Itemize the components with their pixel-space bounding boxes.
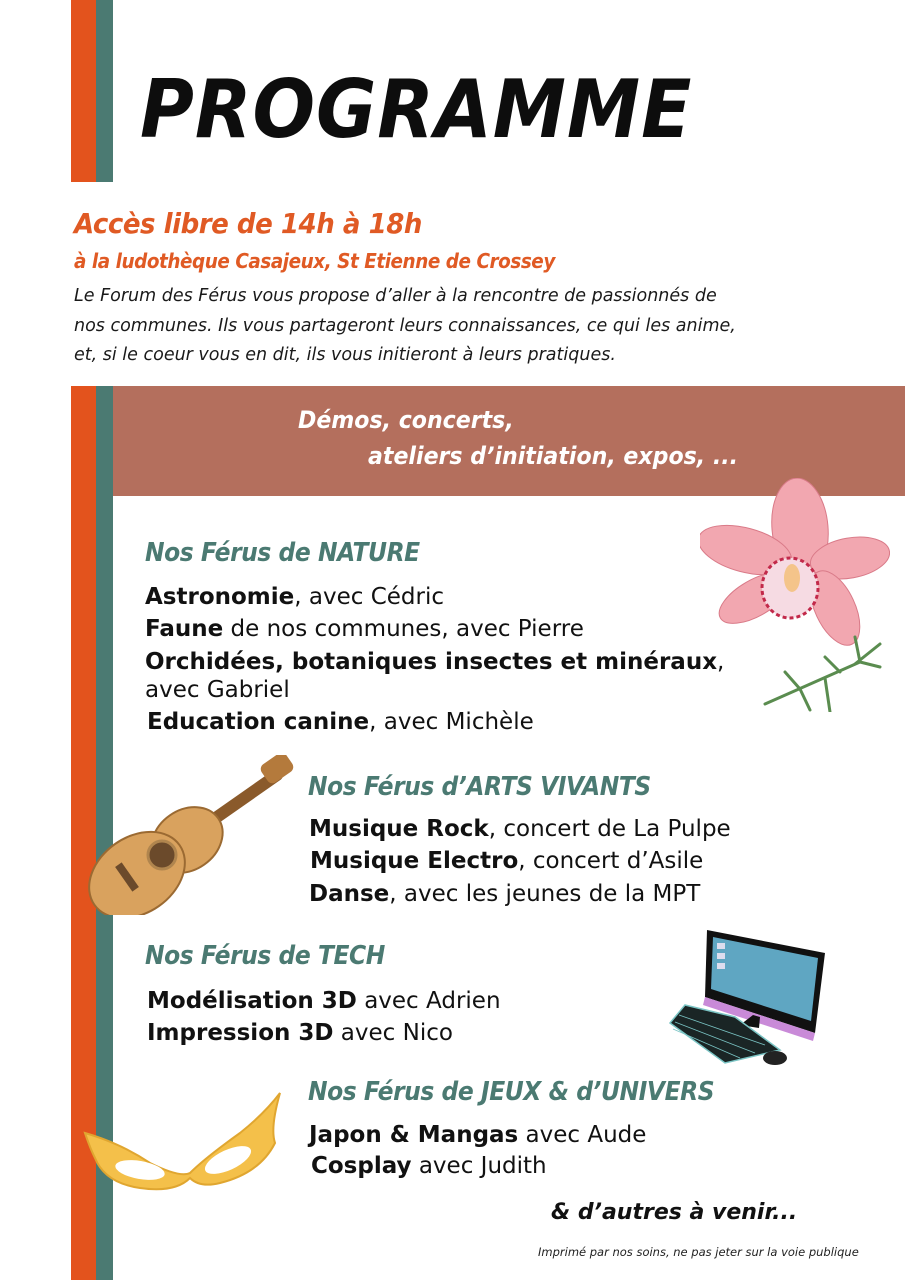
list-item: Danse, avec les jeunes de la MPT xyxy=(309,881,701,907)
teal-stripe-top xyxy=(96,0,113,182)
list-item: Education canine, avec Michèle xyxy=(147,709,534,735)
section-heading-arts-vivants: Nos Férus d’ARTS VIVANTS xyxy=(308,772,651,802)
section-heading-nature: Nos Férus de NATURE xyxy=(145,538,420,568)
list-item: Astronomie, avec Cédric xyxy=(145,584,445,610)
more-to-come: & d’autres à venir... xyxy=(551,1200,798,1225)
intro-line: et, si le coeur vous en dit, ils vous initieront à leurs pratiques. xyxy=(74,345,616,365)
access-location: à la ludothèque Casajeux, St Etienne de Crossey xyxy=(74,249,555,273)
list-item: Modélisation 3D avec Adrien xyxy=(147,988,501,1014)
list-item: Faune de nos communes, avec Pierre xyxy=(145,616,584,642)
section-heading-tech: Nos Férus de TECH xyxy=(145,941,385,971)
list-item: Impression 3D avec Nico xyxy=(147,1020,453,1046)
banner-line-1: Démos, concerts, xyxy=(298,406,514,434)
section-heading-jeux-univers: Nos Férus de JEUX & d’UNIVERS xyxy=(308,1077,715,1107)
list-item-continuation: avec Gabriel xyxy=(145,677,290,703)
stick-insect-icon xyxy=(760,632,885,712)
print-notice: Imprimé par nos soins, ne pas jeter sur la voie publique xyxy=(538,1245,859,1259)
guitar-icon xyxy=(82,755,297,915)
computer-icon xyxy=(665,925,835,1070)
access-hours-heading: Accès libre de 14h à 18h xyxy=(74,207,422,240)
list-item: Orchidées, botaniques insectes et minéraux, xyxy=(145,649,725,675)
intro-paragraph xyxy=(74,282,814,371)
list-item: Musique Rock, concert de La Pulpe xyxy=(309,816,731,842)
list-item: Japon & Mangas avec Aude xyxy=(309,1122,647,1148)
banner-line-2: ateliers d’initiation, expos, ... xyxy=(368,442,738,470)
intro-line: Le Forum des Férus vous propose d’aller à la rencontre de passionnés de xyxy=(74,286,717,306)
carnival-mask-icon xyxy=(80,1088,290,1198)
page-title: PROGRAMME xyxy=(140,63,693,156)
intro-line: nos communes. Ils vous partageront leurs connaissances, ce qui les anime, xyxy=(74,315,736,336)
orchid-icon xyxy=(700,478,890,648)
list-item: Cosplay avec Judith xyxy=(311,1153,547,1179)
orange-stripe-top xyxy=(71,0,96,182)
list-item: Musique Electro, concert d’Asile xyxy=(310,848,704,874)
